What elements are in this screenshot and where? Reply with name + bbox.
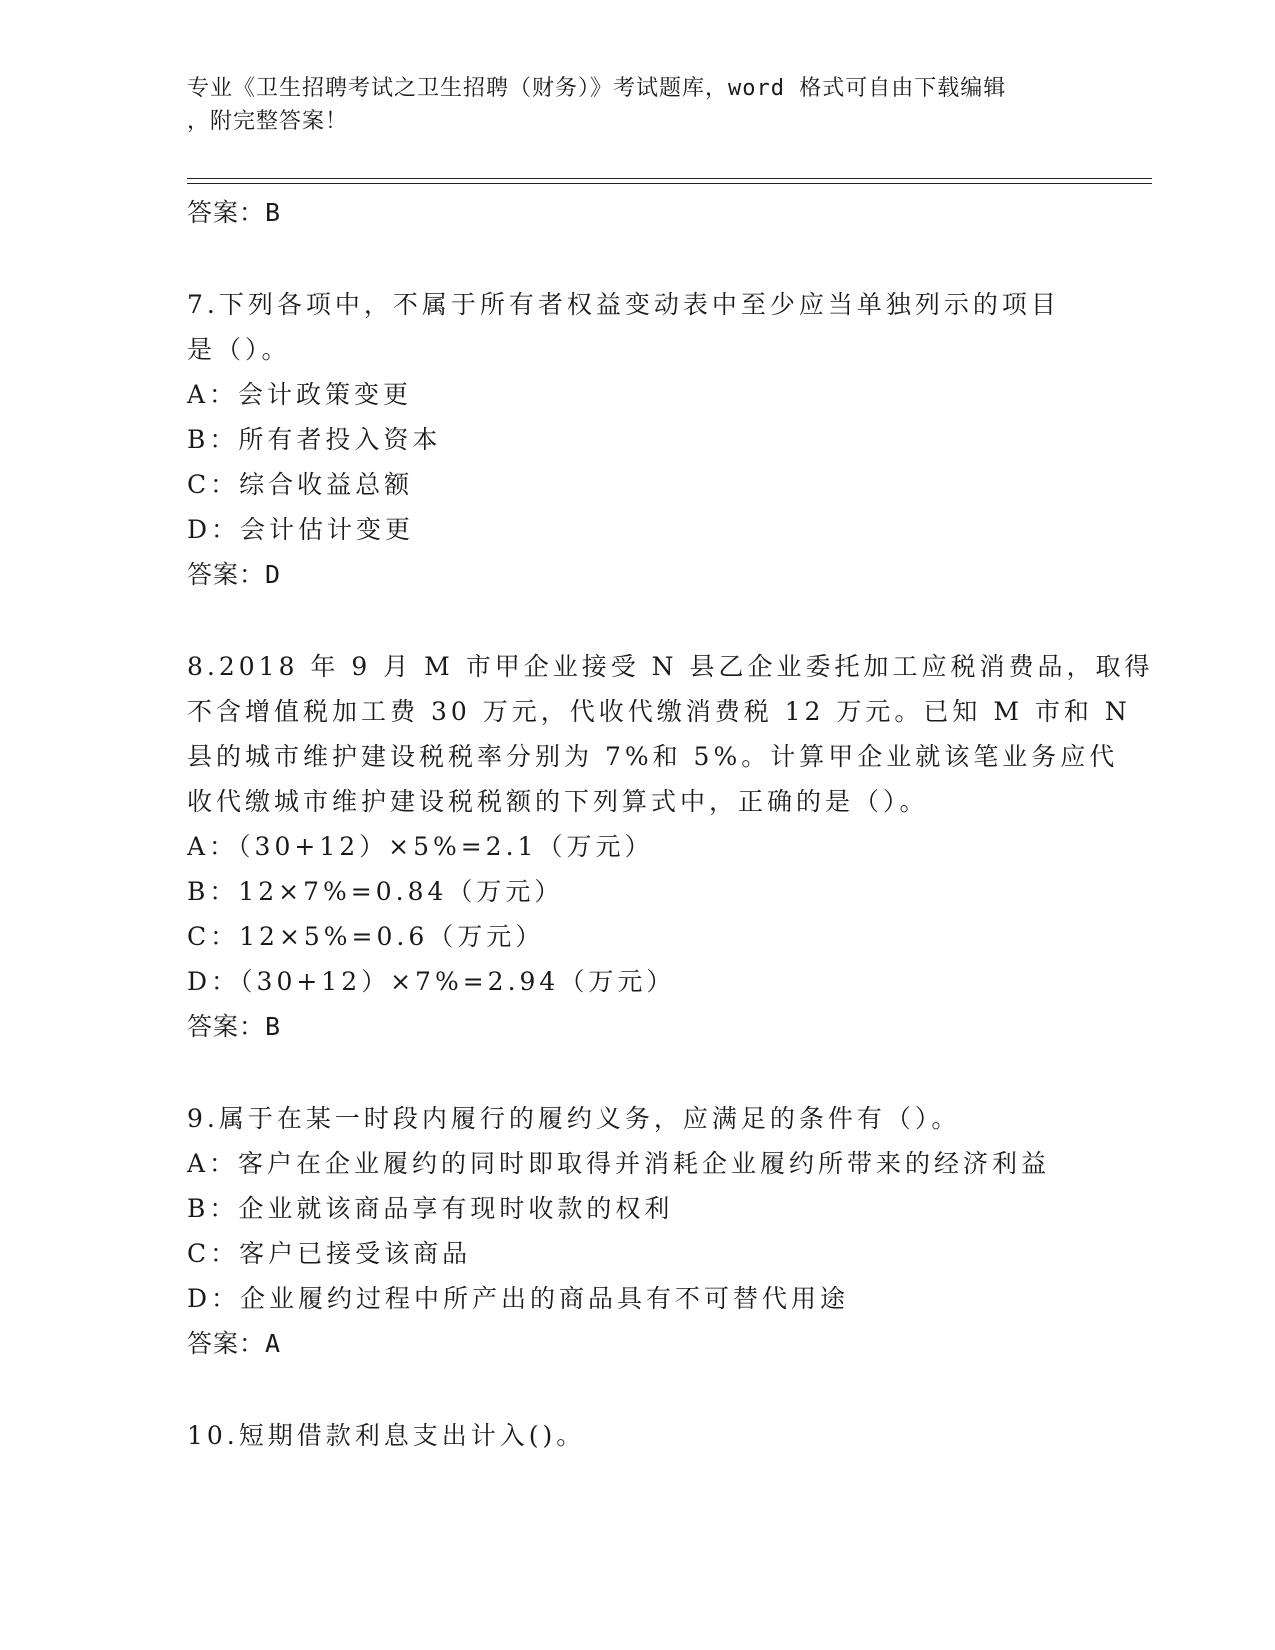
answer: 答案：B <box>187 1012 282 1041</box>
question-text-line: 县的城市维护建设税税率分别为 7%和 5%。计算甲企业就该笔业务应代 <box>187 742 1119 771</box>
question-10 <box>187 1413 1087 1458</box>
option-a: A：会计政策变更 <box>187 380 413 409</box>
spacer <box>187 598 1087 644</box>
option-a: A：客户在企业履约的同时即取得并消耗企业履约所带来的经济利益 <box>187 1149 1051 1178</box>
question-text-line: 8.2018 年 9 月 M 市甲企业接受 N 县乙企业委托加工应税消费品，取得 <box>187 652 1154 681</box>
question-text-line: 7.下列各项中，不属于所有者权益变动表中至少应当单独列示的项目 <box>187 290 1060 319</box>
question-7 <box>187 282 1087 598</box>
question-9 <box>187 1096 1087 1367</box>
option-d: D：企业履约过程中所产出的商品具有不可替代用途 <box>187 1284 850 1313</box>
header-line-1: 专业《卫生招聘考试之卫生招聘（财务）》考试题库，word 格式可自由下载编辑 <box>187 76 1007 101</box>
question-text-line: 收代缴城市维护建设税税额的下列算式中，正确的是（）。 <box>187 787 929 816</box>
option-b: B：所有者投入资本 <box>187 425 442 454</box>
spacer <box>187 236 1087 282</box>
header-divider-bottom <box>187 183 1152 184</box>
option-a: A：（30+12）×5%=2.1（万元） <box>187 832 654 861</box>
option-d: D：（30+12）×7%=2.94（万元） <box>187 967 676 996</box>
option-c: C：12×5%=0.6（万元） <box>187 922 545 951</box>
option-b: B：12×7%=0.84（万元） <box>187 877 564 906</box>
spacer <box>187 1367 1087 1413</box>
question-text-line: 10.短期借款利息支出计入()。 <box>187 1421 586 1450</box>
page-header <box>187 72 1087 138</box>
option-d: D：会计估计变更 <box>187 515 415 544</box>
question-8 <box>187 644 1154 1050</box>
question-text-line: 9.属于在某一时段内履行的履约义务，应满足的条件有（）。 <box>187 1104 961 1133</box>
answer: 答案：A <box>187 1329 282 1358</box>
answer: 答案：D <box>187 560 282 589</box>
question-text-line: 不含增值税加工费 30 万元，代收代缴消费税 12 万元。已知 M 市和 N <box>187 697 1131 726</box>
header-divider-top <box>187 178 1152 179</box>
option-c: C：综合收益总额 <box>187 470 414 499</box>
option-b: B：企业就该商品享有现时收款的权利 <box>187 1194 674 1223</box>
page-content <box>187 190 1154 1458</box>
spacer <box>187 1050 1087 1096</box>
option-c: C：客户已接受该商品 <box>187 1239 472 1268</box>
question-text-line: 是（）。 <box>187 335 291 364</box>
header-line-2: ，附完整答案！ <box>187 109 349 134</box>
previous-answer: 答案：B <box>187 198 282 227</box>
